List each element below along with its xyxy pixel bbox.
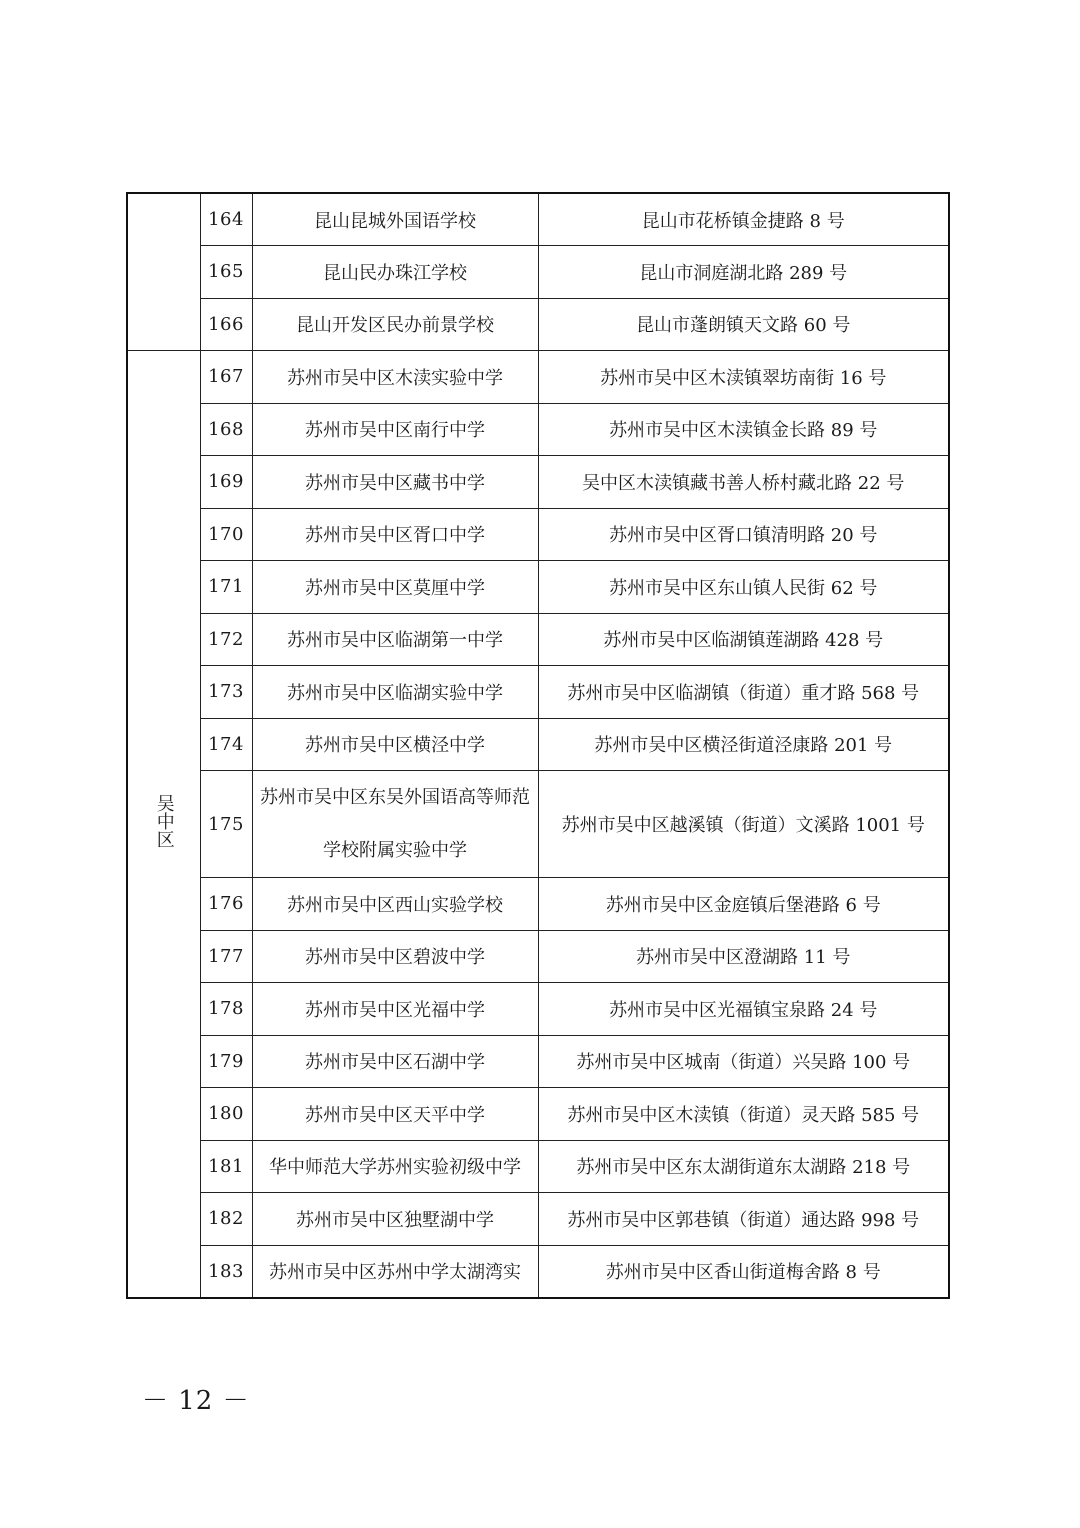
district-label: 吴中区 xyxy=(153,794,175,849)
table-row xyxy=(127,351,949,404)
school-address: 苏州市吴中区香山街道梅舍路 8 号 xyxy=(538,1245,949,1298)
row-number: 171 xyxy=(200,561,252,614)
school-name: 苏州市吴中区南行中学 xyxy=(252,403,538,456)
school-address: 苏州市吴中区城南（街道）兴吴路 100 号 xyxy=(538,1035,949,1088)
school-name: 华中师范大学苏州实验初级中学 xyxy=(252,1140,538,1193)
school-address: 苏州市吴中区金庭镇后堡港路 6 号 xyxy=(538,878,949,931)
school-name: 昆山昆城外国语学校 xyxy=(252,193,538,246)
school-name: 昆山开发区民办前景学校 xyxy=(252,298,538,351)
table-row xyxy=(127,1088,949,1141)
row-number: 181 xyxy=(200,1140,252,1193)
table-row xyxy=(127,193,949,246)
page-number: － 12 － xyxy=(142,1386,250,1416)
table-row xyxy=(127,718,949,771)
school-address: 昆山市蓬朗镇天文路 60 号 xyxy=(538,298,949,351)
school-name: 苏州市吴中区临湖实验中学 xyxy=(252,666,538,719)
school-address: 苏州市吴中区东山镇人民街 62 号 xyxy=(538,561,949,614)
row-number: 183 xyxy=(200,1245,252,1298)
row-number: 168 xyxy=(200,403,252,456)
row-number: 170 xyxy=(200,508,252,561)
school-address: 吴中区木渎镇藏书善人桥村藏北路 22 号 xyxy=(538,456,949,509)
table-row xyxy=(127,246,949,299)
row-number: 182 xyxy=(200,1193,252,1246)
school-name: 苏州市吴中区独墅湖中学 xyxy=(252,1193,538,1246)
table-row xyxy=(127,930,949,983)
table-row xyxy=(127,666,949,719)
table-row xyxy=(127,561,949,614)
school-name: 苏州市吴中区胥口中学 xyxy=(252,508,538,561)
row-number: 178 xyxy=(200,983,252,1036)
school-address: 苏州市吴中区光福镇宝泉路 24 号 xyxy=(538,983,949,1036)
school-name: 昆山民办珠江学校 xyxy=(252,246,538,299)
table-row xyxy=(127,508,949,561)
table-row xyxy=(127,298,949,351)
school-address: 苏州市吴中区临湖镇莲湖路 428 号 xyxy=(538,613,949,666)
school-address: 苏州市吴中区木渎镇翠坊南街 16 号 xyxy=(538,351,949,404)
school-address: 苏州市吴中区木渎镇（街道）灵天路 585 号 xyxy=(538,1088,949,1141)
school-name: 苏州市吴中区东吴外国语高等师范学校附属实验中学 xyxy=(252,771,538,878)
row-number: 165 xyxy=(200,246,252,299)
district-cell xyxy=(127,351,200,1298)
school-list-table xyxy=(126,192,950,1299)
school-address: 苏州市吴中区临湖镇（街道）重才路 568 号 xyxy=(538,666,949,719)
school-name: 苏州市吴中区石湖中学 xyxy=(252,1035,538,1088)
school-name: 苏州市吴中区光福中学 xyxy=(252,983,538,1036)
table-row xyxy=(127,456,949,509)
school-address: 昆山市洞庭湖北路 289 号 xyxy=(538,246,949,299)
district-cell xyxy=(127,193,200,351)
row-number: 175 xyxy=(200,771,252,878)
school-name: 苏州市吴中区天平中学 xyxy=(252,1088,538,1141)
row-number: 174 xyxy=(200,718,252,771)
school-name: 苏州市吴中区木渎实验中学 xyxy=(252,351,538,404)
table-row xyxy=(127,1245,949,1298)
row-number: 177 xyxy=(200,930,252,983)
school-address: 苏州市吴中区澄湖路 11 号 xyxy=(538,930,949,983)
table-row xyxy=(127,878,949,931)
school-address: 苏州市吴中区胥口镇清明路 20 号 xyxy=(538,508,949,561)
row-number: 179 xyxy=(200,1035,252,1088)
row-number: 166 xyxy=(200,298,252,351)
table-row xyxy=(127,1193,949,1246)
row-number: 169 xyxy=(200,456,252,509)
row-number: 180 xyxy=(200,1088,252,1141)
school-name: 苏州市吴中区碧波中学 xyxy=(252,930,538,983)
row-number: 173 xyxy=(200,666,252,719)
table-row xyxy=(127,613,949,666)
school-name: 苏州市吴中区临湖第一中学 xyxy=(252,613,538,666)
table-body xyxy=(127,193,949,1298)
school-name: 苏州市吴中区苏州中学太湖湾实 xyxy=(252,1245,538,1298)
school-address: 苏州市吴中区木渎镇金长路 89 号 xyxy=(538,403,949,456)
school-address: 苏州市吴中区越溪镇（街道）文溪路 1001 号 xyxy=(538,771,949,878)
school-address: 苏州市吴中区郭巷镇（街道）通达路 998 号 xyxy=(538,1193,949,1246)
table-row xyxy=(127,771,949,878)
school-name: 苏州市吴中区横泾中学 xyxy=(252,718,538,771)
school-address: 苏州市吴中区东太湖街道东太湖路 218 号 xyxy=(538,1140,949,1193)
table-row xyxy=(127,983,949,1036)
school-address: 昆山市花桥镇金捷路 8 号 xyxy=(538,193,949,246)
row-number: 167 xyxy=(200,351,252,404)
school-address: 苏州市吴中区横泾街道泾康路 201 号 xyxy=(538,718,949,771)
row-number: 164 xyxy=(200,193,252,246)
row-number: 172 xyxy=(200,613,252,666)
school-name: 苏州市吴中区莫厘中学 xyxy=(252,561,538,614)
table-row xyxy=(127,403,949,456)
row-number: 176 xyxy=(200,878,252,931)
table-row xyxy=(127,1140,949,1193)
school-name: 苏州市吴中区藏书中学 xyxy=(252,456,538,509)
school-name: 苏州市吴中区西山实验学校 xyxy=(252,878,538,931)
table-row xyxy=(127,1035,949,1088)
